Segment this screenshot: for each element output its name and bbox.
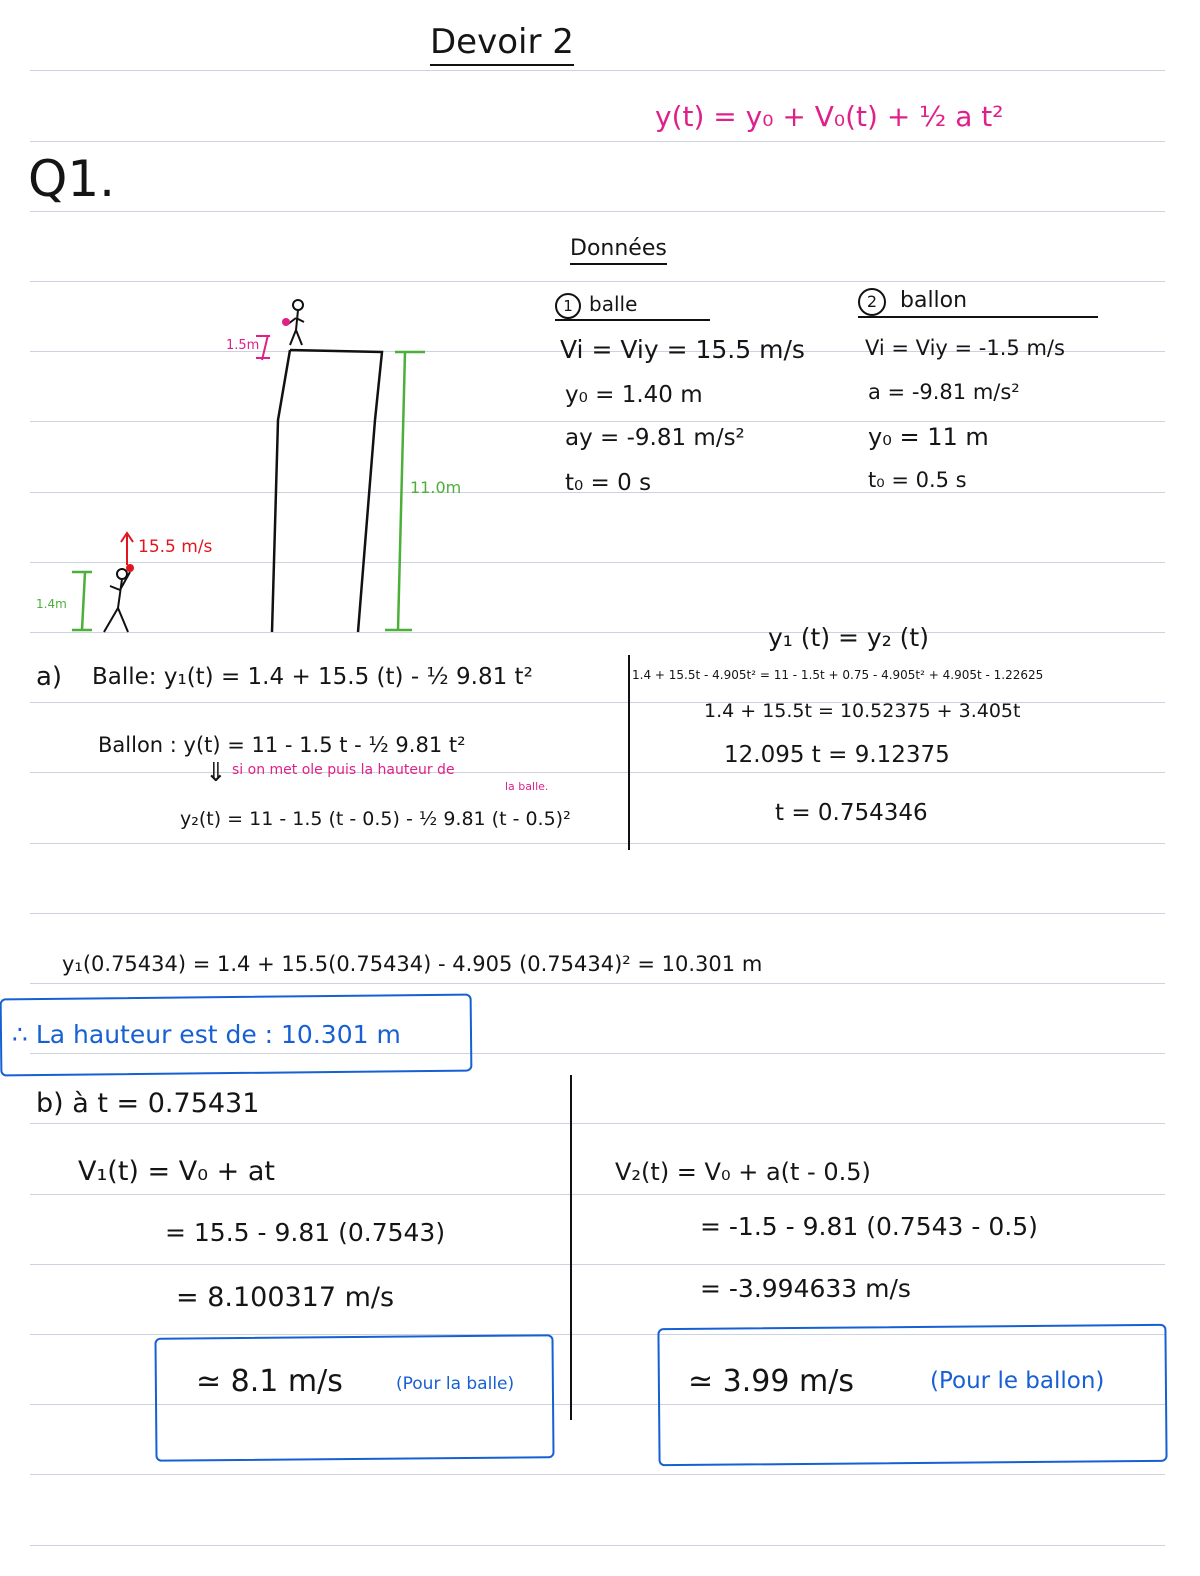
- ballon-dot: [282, 318, 290, 326]
- part-a-note: si on met ole puis la hauteur de: [232, 762, 455, 778]
- simplified-equation: 1.4 + 15.5t = 10.52375 + 3.405t: [704, 700, 1021, 722]
- person-top-body: [288, 310, 304, 345]
- building-outline: [272, 350, 382, 632]
- kinematics-formula: y(t) = y₀ + V₀(t) + ½ a t²: [655, 100, 1004, 133]
- balle-data-line: t₀ = 0 s: [565, 470, 652, 496]
- ballon-number: 2: [858, 288, 886, 316]
- ballon-label: ballon: [900, 288, 968, 313]
- balle-label: balle: [589, 292, 638, 316]
- separator-line: [628, 655, 630, 850]
- separator-line: [570, 1075, 572, 1420]
- v1-answer-note: (Pour la balle): [396, 1374, 515, 1394]
- balle-data-line: ay = -9.81 m/s²: [565, 425, 745, 451]
- v2-substitution: = -1.5 - 9.81 (0.7543 - 0.5): [700, 1212, 1038, 1241]
- height-calculation: y₁(0.75434) = 1.4 + 15.5(0.75434) - 4.905 (0.75434)² = 10.301 m: [62, 952, 763, 976]
- velocity-arrow: [121, 533, 133, 565]
- person-top-head: [293, 300, 303, 310]
- balle-data-line: Vi = Viy = 15.5 m/s: [560, 335, 805, 364]
- balle-data-line: y₀ = 1.40 m: [565, 382, 703, 408]
- v1-equation: V₁(t) = V₀ + at: [78, 1156, 275, 1187]
- equality-equation: y₁ (t) = y₂ (t): [768, 623, 929, 652]
- part-a-label: a): [36, 662, 63, 692]
- ballon-data-line: Vi = Viy = -1.5 m/s: [865, 336, 1065, 360]
- person-ground-head: [117, 569, 127, 579]
- linear-equation: 12.095 t = 9.12375: [724, 742, 950, 768]
- velocity-label: 15.5 m/s: [138, 537, 213, 557]
- person-ground-body: [104, 572, 130, 632]
- part-a-note: la balle.: [505, 780, 549, 793]
- balle-dot: [126, 564, 134, 572]
- question-label: Q1.: [28, 150, 116, 208]
- balle-number: 1: [555, 293, 581, 319]
- top-height-label: 1.5m: [226, 338, 260, 353]
- height-answer: ∴ La hauteur est de : 10.301 m: [12, 1020, 401, 1049]
- v2-equation: V₂(t) = V₀ + a(t - 0.5): [615, 1158, 871, 1186]
- v2-answer: ≃ 3.99 m/s: [688, 1364, 854, 1399]
- person-height-marker: [72, 572, 92, 630]
- page-title: Devoir 2: [430, 22, 574, 66]
- ballon-data-line: a = -9.81 m/s²: [868, 380, 1020, 404]
- part-b-label: b) à t = 0.75431: [36, 1088, 260, 1119]
- donnees-heading: Données: [570, 236, 667, 265]
- time-result: t = 0.754346: [775, 800, 928, 826]
- ballon-data-line: t₀ = 0.5 s: [868, 468, 967, 492]
- down-arrow-icon: ⇓: [205, 758, 227, 788]
- v1-substitution: = 15.5 - 9.81 (0.7543): [165, 1218, 446, 1247]
- part-a-balle-equation: Balle: y₁(t) = 1.4 + 15.5 (t) - ½ 9.81 t²: [92, 664, 533, 690]
- expanded-equation: 1.4 + 15.5t - 4.905t² = 11 - 1.5t + 0.75 - 4.905t² + 4.905t - 1.22625: [632, 668, 1044, 682]
- person-height-label: 1.4m: [36, 597, 67, 611]
- part-a-ballon-equation-shifted: y₂(t) = 11 - 1.5 (t - 0.5) - ½ 9.81 (t - 0.5)²: [180, 808, 571, 830]
- v1-answer: ≃ 8.1 m/s: [196, 1364, 343, 1399]
- v2-answer-note: (Pour le ballon): [930, 1368, 1105, 1394]
- v1-result: = 8.100317 m/s: [176, 1282, 395, 1313]
- building-height-label: 11.0m: [410, 478, 462, 497]
- part-a-ballon-equation: Ballon : y(t) = 11 - 1.5 t - ½ 9.81 t²: [98, 733, 466, 757]
- v2-result: = -3.994633 m/s: [700, 1274, 911, 1303]
- ballon-data-line: y₀ = 11 m: [868, 423, 989, 451]
